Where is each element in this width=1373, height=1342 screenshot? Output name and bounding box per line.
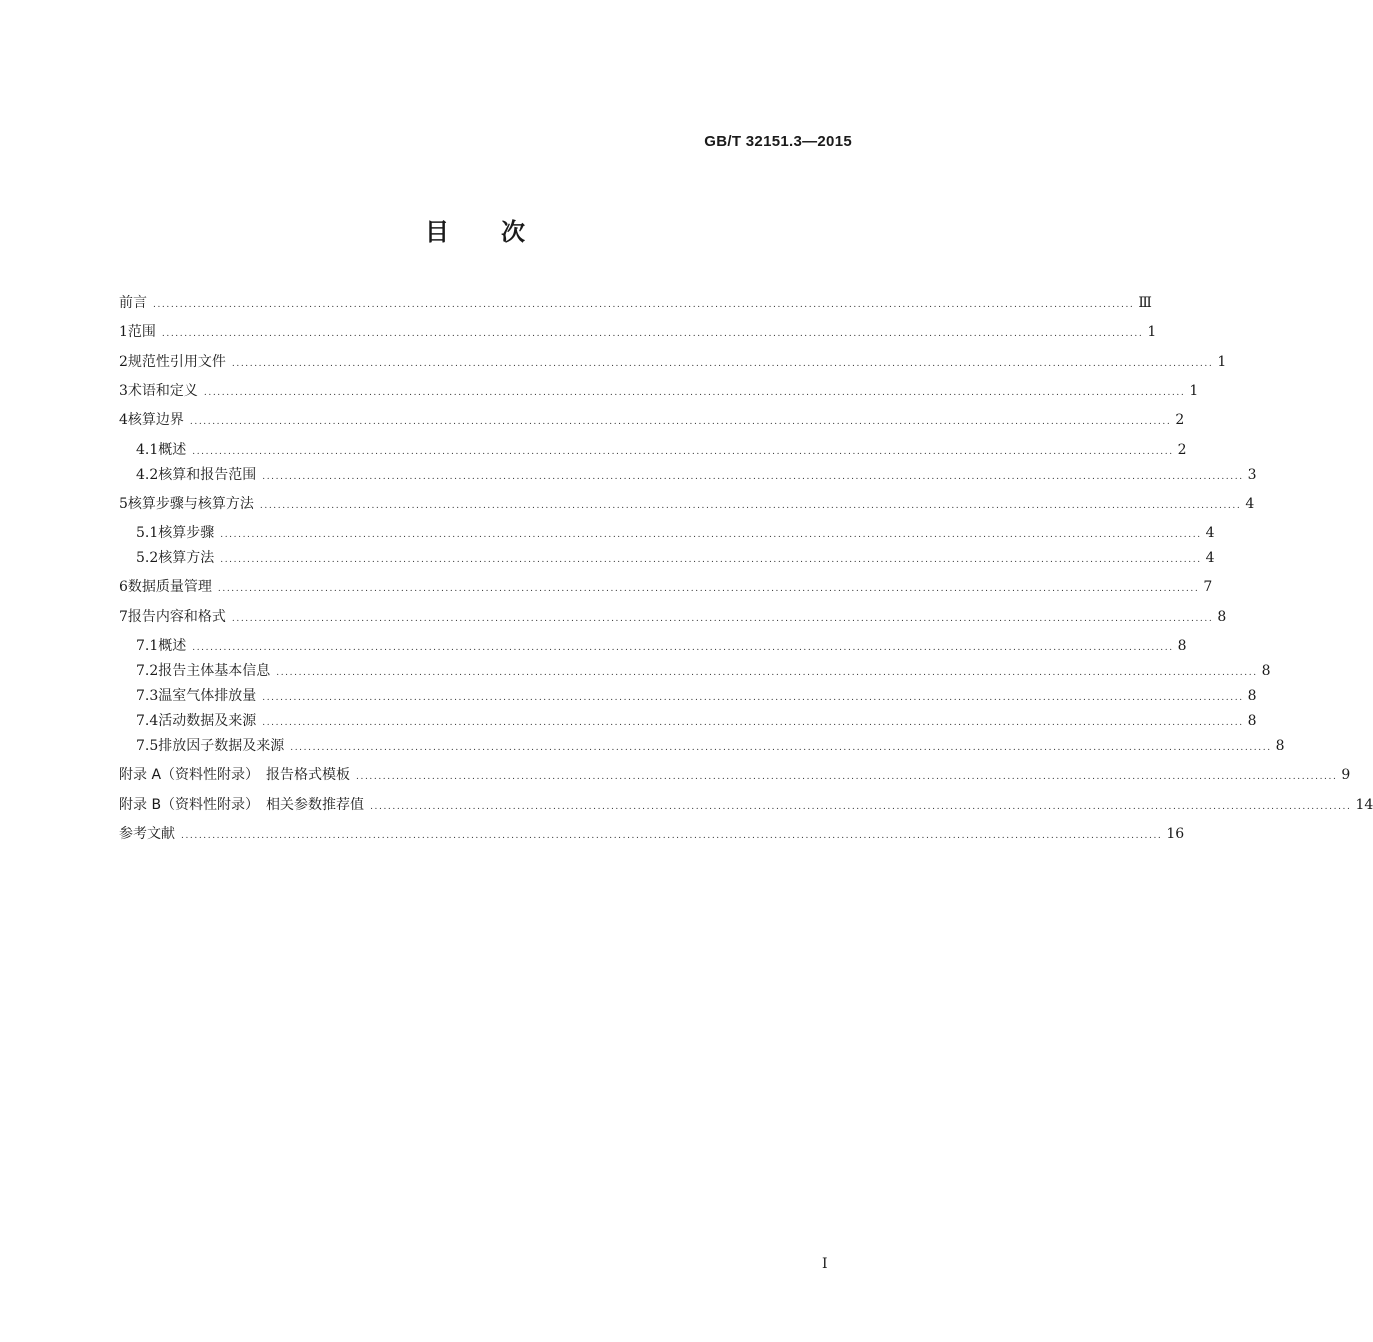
toc-entry-page: 4 [1205,525,1215,541]
toc-entry-label: 概述 [158,442,187,458]
toc-entry-number: 3 [119,383,128,399]
toc-entry-label: 概述 [158,638,187,654]
toc-entry-number: 7.2 [136,663,159,679]
page-number: I [822,1256,828,1272]
toc-entry-number: 4.2 [136,467,159,483]
title-char-1: 目 [425,218,449,246]
toc-entry[interactable] [119,293,1152,313]
toc-entry-page: 16 [1166,826,1185,842]
toc-entry-page: 3 [1247,467,1257,483]
toc-entry-page: 7 [1203,579,1213,595]
toc-entry[interactable] [119,352,1227,372]
toc-entry-page: 1 [1217,354,1227,370]
toc-entry-number: 7.5 [136,738,159,754]
dot-leader: ............................................................................................................................................................................................................................ [262,718,1244,728]
toc-entry[interactable] [136,523,1215,543]
toc-entry-label: 核算步骤与核算方法 [127,496,254,512]
toc-entry-number: 1 [119,324,128,340]
toc-entry-label: 核算方法 [158,550,215,566]
toc-entry-number: 7 [119,609,128,625]
toc-entry-page: 9 [1341,767,1351,783]
toc-entry-label: 附录 B（资料性附录） 相关参数推荐值 [119,797,365,813]
toc-entry-number: 4 [119,412,128,428]
toc-entry-label: 术语和定义 [127,383,198,399]
toc-entry[interactable] [119,765,1351,785]
dot-leader: ............................................................................................................................................................................................................................ [276,668,1258,678]
dot-leader: ............................................................................................................................................................................................................................ [181,831,1163,841]
toc-entry-label: 温室气体排放量 [158,688,257,704]
toc-entry-page: 8 [1275,738,1285,754]
toc-entry-label: 核算步骤 [158,525,215,541]
toc-entry-page: 1 [1189,383,1199,399]
dot-leader: ............................................................................................................................................................................................................................ [220,555,1202,565]
dot-leader: ............................................................................................................................................................................................................................ [153,300,1135,310]
dot-leader: ............................................................................................................................................................................................................................ [231,359,1214,369]
dot-leader: ............................................................................................................................................................................................................................ [259,501,1242,511]
toc-entry-number: 7.3 [136,688,159,704]
toc-entry-label: 参考文献 [119,826,175,842]
dot-leader: ............................................................................................................................................................................................................................ [290,743,1272,753]
toc-entry-label: 报告内容和格式 [127,609,226,625]
toc-entry-label: 附录 A（资料性附录） 报告格式模板 [119,767,351,783]
toc-entry-number: 7.4 [136,713,159,729]
toc-entry[interactable] [119,410,1185,430]
toc-entry-page: 1 [1147,324,1157,340]
toc-entry-label: 范围 [127,324,156,340]
dot-leader: ............................................................................................................................................................................................................................ [192,447,1174,457]
toc-entry-page: 8 [1261,663,1271,679]
toc-entry-page: Ⅲ [1138,295,1152,311]
toc-entry-number: 5.2 [136,550,159,566]
toc-entry-label: 数据质量管理 [127,579,212,595]
toc-entry-number: 5.1 [136,525,159,541]
dot-leader: ............................................................................................................................................................................................................................ [356,772,1338,782]
toc-entry-number: 2 [119,354,128,370]
toc-entry[interactable] [136,711,1257,731]
toc-entry-label: 报告主体基本信息 [158,663,271,679]
toc-entry-label: 前言 [119,295,147,311]
dot-leader: ............................................................................................................................................................................................................................ [203,388,1186,398]
toc-entry-label: 核算和报告范围 [158,467,257,483]
toc-entry[interactable] [136,548,1215,568]
dot-leader: ............................................................................................................................................................................................................................ [217,584,1200,594]
dot-leader: ............................................................................................................................................................................................................................ [192,643,1174,653]
toc-entry-page: 8 [1177,638,1187,654]
toc-entry[interactable] [119,494,1255,514]
toc-entry-label: 规范性引用文件 [127,354,226,370]
toc-entry[interactable] [119,577,1213,597]
dot-leader: ............................................................................................................................................................................................................................ [189,417,1172,427]
toc-entry-page: 8 [1247,688,1257,704]
toc-entry-number: 6 [119,579,128,595]
toc-entry[interactable] [119,607,1227,627]
dot-leader: ............................................................................................................................................................................................................................ [220,530,1202,540]
dot-leader: ............................................................................................................................................................................................................................ [231,614,1214,624]
toc-entry[interactable] [136,465,1257,485]
toc-entry[interactable] [136,440,1187,460]
dot-leader: ............................................................................................................................................................................................................................ [262,693,1244,703]
toc-entry-label: 活动数据及来源 [158,713,257,729]
toc-entry[interactable] [136,686,1257,706]
title-char-2: 次 [501,218,525,246]
toc-entry-page: 4 [1245,496,1255,512]
toc-entry[interactable] [119,322,1157,342]
toc-entry-number: 7.1 [136,638,159,654]
toc-entry-page: 8 [1217,609,1227,625]
dot-leader: ............................................................................................................................................................................................................................ [370,802,1352,812]
toc-entry-page: 14 [1355,797,1373,813]
toc-entry-label: 核算边界 [127,412,184,428]
toc-entry-label: 排放因子数据及来源 [158,738,285,754]
toc-entry-page: 2 [1177,442,1187,458]
toc-entry-number: 4.1 [136,442,159,458]
toc-entry-page: 4 [1205,550,1215,566]
toc-entry-page: 8 [1247,713,1257,729]
page-title [0,212,950,247]
standard-code: GB/T 32151.3—2015 [704,133,852,150]
toc-entry[interactable] [136,736,1285,756]
toc-entry[interactable] [119,381,1199,401]
toc-entry-page: 2 [1175,412,1185,428]
toc-entry[interactable] [119,795,1373,815]
toc-entry[interactable] [136,661,1271,681]
toc-entry[interactable] [136,636,1187,656]
toc-entry-number: 5 [119,496,128,512]
toc-entry[interactable] [119,824,1185,844]
dot-leader: ............................................................................................................................................................................................................................ [161,329,1144,339]
dot-leader: ............................................................................................................................................................................................................................ [262,472,1244,482]
